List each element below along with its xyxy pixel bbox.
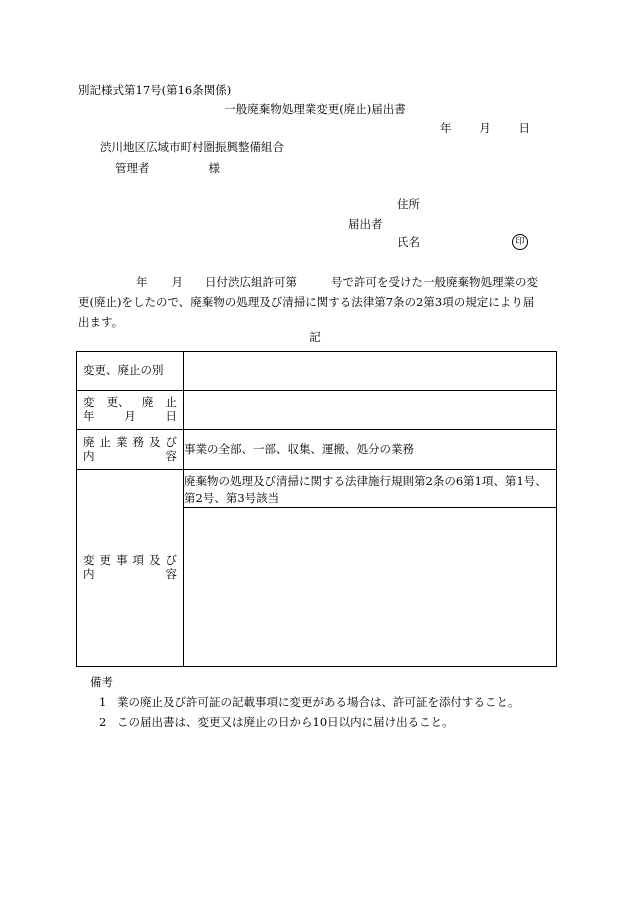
date-month: 月: [479, 121, 491, 135]
label-char: 容: [165, 567, 177, 581]
name-label: 氏名: [397, 235, 420, 249]
row-label: [77, 391, 184, 430]
body-number-rest: 号で許可を受けた一般廃棄物処理業の変: [331, 275, 538, 289]
row-label-line: [83, 554, 177, 568]
label-char: 変: [83, 395, 95, 410]
table-row: [77, 430, 557, 470]
label-char: 内: [83, 567, 95, 581]
body-line-1: [78, 272, 556, 292]
note-item: [99, 696, 520, 710]
label-char: 務: [132, 434, 144, 449]
row-label-line: [83, 410, 177, 424]
label-char: 及: [149, 553, 161, 568]
ki-heading: 記: [309, 330, 321, 344]
addressee: 渋川地区広域市町村圏振興整備組合: [100, 140, 284, 154]
label-char: 止: [165, 395, 177, 410]
label-char: び: [165, 434, 177, 449]
date-day: 日: [518, 121, 530, 135]
notification-table: [76, 351, 557, 667]
label-char: 事: [116, 553, 128, 568]
row-label: [77, 430, 184, 470]
manager-line: [115, 162, 220, 176]
change-details-cell[interactable]: [184, 508, 557, 667]
body-permit: 日付渋広組許可第: [205, 275, 297, 289]
label-char: 内: [83, 448, 95, 463]
row-label: [77, 352, 184, 391]
label-char: 廃: [141, 395, 154, 410]
row-value-cell[interactable]: [184, 391, 557, 430]
label-char: び: [165, 553, 177, 568]
label-char: 業: [116, 434, 128, 449]
seal-mark: 印: [512, 234, 528, 250]
honorific: 様: [208, 161, 220, 175]
label-char: 年: [83, 409, 95, 423]
notifier-label: 届出者: [348, 217, 383, 231]
table-row: [77, 352, 557, 391]
document-title: 一般廃棄物処理業変更(廃止)届出書: [224, 102, 406, 116]
regulation-line-2: 第2号、第3号該当: [184, 491, 280, 505]
address-label: 住所: [397, 197, 420, 211]
business-content: 事業の全部、一部、収集、運搬、処分の業務: [184, 441, 414, 456]
row-value-cell[interactable]: [184, 352, 557, 391]
label-char: 容: [165, 448, 177, 463]
row-label-line: [83, 568, 177, 582]
label-char: 廃: [83, 434, 95, 449]
label-char: 日: [165, 409, 177, 423]
row-label-line: [83, 436, 177, 450]
row-label-text: 変更、廃止の別: [83, 363, 164, 378]
date-year: 年: [440, 121, 452, 135]
body-line-3: 出ます。: [78, 315, 124, 329]
row-value-cell: [184, 470, 557, 508]
body-year: 年: [136, 275, 148, 289]
table-row: [77, 470, 557, 508]
label-char: 止: [99, 434, 111, 449]
body-month: 月: [171, 275, 183, 289]
row-label-line: [83, 450, 177, 464]
row-value-cell: [184, 430, 557, 470]
note-number: 2: [99, 715, 107, 729]
table-row: [77, 391, 557, 430]
manager-label: 管理者: [115, 161, 150, 175]
body-paragraph: [78, 272, 556, 332]
label-char: 項: [132, 553, 144, 568]
note-number: 1: [99, 695, 107, 709]
row-label: [77, 470, 184, 667]
date-line: [440, 122, 530, 136]
label-char: 更、: [106, 395, 130, 410]
label-char: 変: [83, 553, 95, 568]
note-text: 業の廃止及び許可証の記載事項に変更がある場合は、許可証を添付すること。: [117, 695, 520, 709]
label-char: 更: [99, 553, 111, 568]
note-item: [99, 716, 454, 730]
note-text: この届出書は、変更又は廃止の日から10日以内に届け出ること。: [117, 715, 454, 729]
body-line-2: 更(廃止)をしたので、廃棄物の処理及び清掃に関する法律第7条の2第3項の規定により届: [78, 295, 535, 309]
notes-title: 備考: [90, 675, 113, 689]
row-label-line: [83, 396, 177, 410]
regulation-line-1: 廃棄物の処理及び清掃に関する法律施行規則第2条の6第1項、第1号、: [184, 474, 547, 488]
label-char: 及: [149, 434, 161, 449]
label-char: 月: [124, 409, 136, 423]
form-number: 別記様式第17号(第16条関係): [78, 83, 232, 97]
